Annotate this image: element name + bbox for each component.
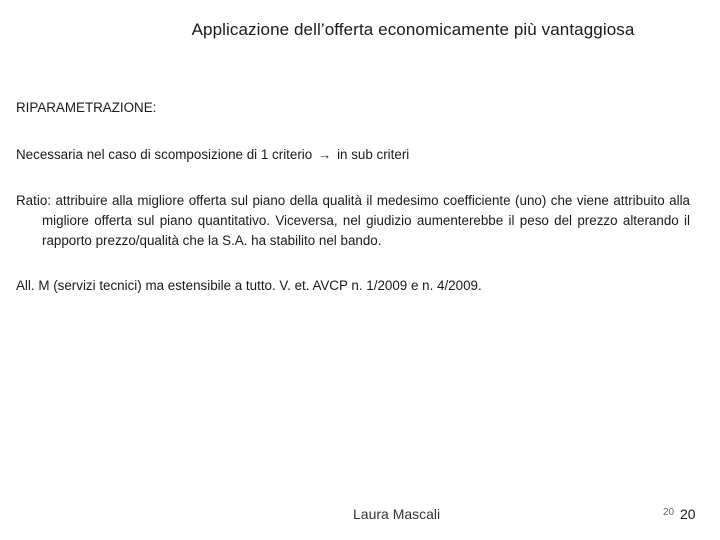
paragraph-necessaria-text: Necessaria nel caso di scomposizione di 1 criterio xyxy=(16,147,313,162)
paragraph-necessaria xyxy=(16,145,690,165)
paragraph-necessaria-text-end: in sub criteri xyxy=(337,147,410,162)
heading-riparametrazione: RIPARAMETRAZIONE: xyxy=(16,100,157,115)
slide-number-small: 20 xyxy=(663,507,675,518)
arrow-right-icon: → xyxy=(317,147,332,162)
slide-number: 20 xyxy=(680,506,696,522)
paragraph-ratio: Ratio: attribuire alla migliore offerta sul piano della qualità il medesimo coefficiente (uno) che viene attribuito alla migliore offerta sul piano quantitativo. Viceversa, nel giudizio aumenterebbe il peso del prezzo alterando il rapporto prezzo/qualità che la S.A. ha stabilito nel bando. xyxy=(16,193,690,248)
slide-title: Applicazione dell’offerta economicamente più vantaggiosa xyxy=(191,20,635,39)
footer-author: Laura Mascali xyxy=(353,506,441,522)
paragraph-allegato: All. M (servizi tecnici) ma estensibile a tutto. V. et. AVCP n. 1/2009 e n. 4/2009. xyxy=(16,278,482,293)
